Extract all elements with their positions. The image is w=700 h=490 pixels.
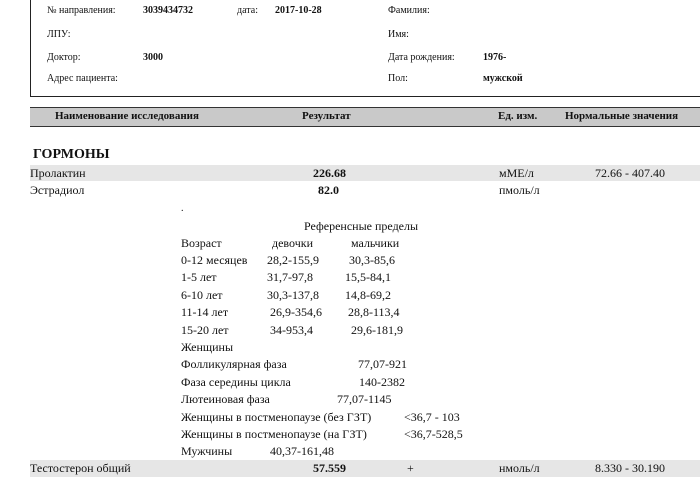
ref-age: 11-14 лет [181, 305, 229, 319]
ref-women-phase: Фаза середины цикла [181, 375, 291, 389]
ref-women-value: <36,7 - 103 [404, 410, 460, 424]
ref-boys: 28,8-113,4 [348, 305, 400, 319]
ref-age: 0-12 месяцев [181, 253, 248, 267]
test-name: Пролактин [30, 166, 86, 180]
test-result: 57.559 [313, 461, 346, 475]
test-flag: + [407, 461, 414, 475]
ref-women-phase: Лютеиновая фаза [181, 392, 270, 406]
results-table-header [30, 107, 700, 127]
ref-women-value: <36,7-528,5 [404, 427, 463, 441]
test-result: 82.0 [318, 183, 339, 197]
ref-women-value: 77,07-921 [358, 357, 407, 371]
doctor-value: 3000 [143, 52, 163, 63]
ref-col-age: Возраст [181, 236, 222, 250]
direction-value: 3039434732 [143, 5, 193, 16]
col-result-header: Результат [302, 110, 351, 122]
direction-label: № направления: [47, 5, 116, 16]
birth-value: 1976- [483, 52, 507, 63]
ref-men-label: Мужчины [181, 444, 233, 458]
col-norm-header: Нормальные значения [565, 110, 679, 122]
test-unit: пмоль/л [499, 183, 540, 197]
test-name: Эстрадиол [30, 183, 85, 197]
ref-girls: 30,3-137,8 [267, 288, 319, 302]
ref-men-value: 40,37-161,48 [270, 444, 334, 458]
address-label: Адрес пациента: [47, 73, 118, 84]
date-label: дата: [237, 5, 258, 16]
ref-dot: . [181, 203, 184, 214]
ref-women-value: 77,07-1145 [337, 392, 392, 406]
test-unit: мМЕ/л [499, 166, 534, 180]
ref-col-girls: девочки [272, 236, 313, 250]
test-norm: 72.66 - 407.40 [595, 166, 665, 180]
test-norm: 8.330 - 30.190 [595, 461, 665, 475]
lpu-label: ЛПУ: [47, 29, 71, 40]
ref-boys: 30,3-85,6 [349, 253, 395, 267]
ref-boys: 29,6-181,9 [351, 323, 403, 337]
sex-label: Пол: [388, 73, 408, 84]
birth-label: Дата рождения: [388, 52, 455, 63]
ref-girls: 28,2-155,9 [267, 253, 319, 267]
col-unit-header: Ед. изм. [498, 110, 538, 122]
date-value: 2017-10-28 [275, 5, 322, 16]
col-name-header: Наименование исследования [55, 110, 199, 122]
ref-age: 1-5 лет [181, 270, 217, 284]
ref-women-phase: Фолликулярная фаза [181, 357, 287, 371]
ref-title: Референсные пределы [304, 219, 419, 233]
test-unit: нмоль/л [499, 461, 540, 475]
ref-girls: 31,7-97,8 [267, 270, 313, 284]
patient-info-box [30, 0, 700, 97]
ref-boys: 15,5-84,1 [345, 270, 391, 284]
ref-age: 6-10 лет [181, 288, 223, 302]
ref-boys: 14,8-69,2 [345, 288, 391, 302]
doctor-label: Доктор: [47, 52, 81, 63]
name-label: Имя: [388, 29, 409, 40]
ref-women-phase: Женщины в постменопаузе (без ГЗТ) [181, 410, 372, 424]
ref-col-boys: мальчики [351, 236, 400, 250]
surname-label: Фамилия: [388, 5, 430, 16]
ref-women-label: Женщины [181, 340, 234, 354]
ref-girls: 26,9-354,6 [270, 305, 322, 319]
sex-value: мужской [483, 73, 523, 84]
ref-women-value: 140-2382 [359, 375, 405, 389]
test-name: Тестостерон общий [30, 461, 131, 475]
section-title: ГОРМОНЫ [33, 147, 110, 162]
ref-age: 15-20 лет [181, 323, 229, 337]
test-result: 226.68 [313, 166, 346, 180]
ref-women-phase: Женщины в постменопаузе (на ГЗТ) [181, 427, 367, 441]
ref-girls: 34-953,4 [270, 323, 313, 337]
